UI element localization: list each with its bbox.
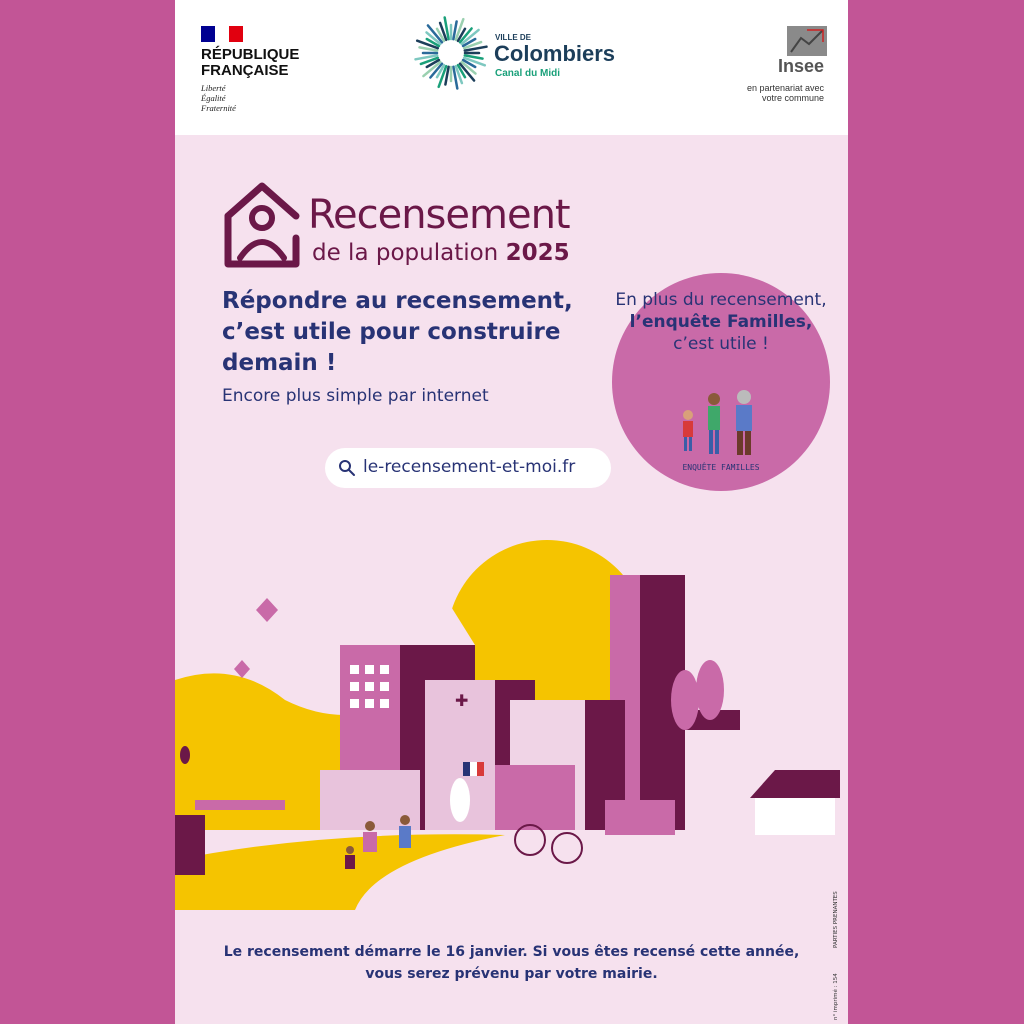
parties-note: PARTIES PRENANTES (833, 891, 839, 948)
headline: Répondre au recensement, c’est utile pour construire demain ! (222, 288, 573, 376)
hospital-cross-icon: ✚ (455, 691, 469, 710)
house-person-icon (222, 178, 302, 270)
title-recensement: Recensement (308, 192, 570, 238)
imprime-note: n° imprimé : 154 (833, 973, 839, 1020)
motto-fraternite: Fraternité (201, 103, 236, 113)
ville-name: Colombiers (494, 41, 616, 66)
motto-egalite: Égalité (201, 93, 226, 103)
footer-line1: Le recensement démarre le 16 janvier. Si vous êtes recensé cette année, (223, 944, 800, 960)
subheadline: Encore plus simple par internet (222, 386, 489, 406)
insee-partner-text: en partenariat avec votre commune (746, 83, 824, 103)
footer-line2: vous serez prévenu par votre mairie. (365, 966, 658, 982)
insee-graph-icon (787, 26, 827, 56)
enquete-familles-badge (612, 273, 830, 491)
ville-de-label: VILLE DE (495, 33, 532, 42)
building-windows (350, 665, 389, 708)
french-flag-small-icon (463, 762, 484, 776)
bicycle-wheel-front (552, 833, 582, 863)
title-year: 2025 (505, 240, 570, 266)
city-illustration (175, 530, 848, 910)
republique-label: RÉPUBLIQUE (201, 46, 300, 63)
ville-tagline: Canal du Midi (495, 68, 560, 79)
bus (175, 815, 205, 875)
website-search-bar[interactable] (325, 448, 611, 488)
website-url[interactable]: le-recensement-et-moi.fr (363, 457, 576, 477)
circle-line1: En plus du recensement, (615, 290, 827, 310)
family-illustration-icon (670, 385, 770, 461)
motto-liberte: Liberté (201, 83, 226, 93)
title-population: de la population (312, 240, 499, 266)
francaise-label: FRANÇAISE (201, 62, 289, 79)
circle-bold: l’enquête Familles, (629, 312, 813, 332)
poster (175, 0, 848, 1024)
building-low-center (495, 765, 575, 830)
print-notes (827, 880, 847, 1020)
bus-stop (195, 800, 285, 810)
yellow-road (175, 834, 505, 910)
colombiers-sunburst-icon (413, 15, 489, 91)
republique-francaise-logo (201, 26, 299, 113)
enquete-familles-label: ENQUÊTE FAMILLES (682, 463, 760, 472)
kites (234, 598, 278, 678)
french-flag-icon (201, 26, 243, 42)
insee-name: Insee (777, 56, 824, 76)
footer-message (175, 941, 848, 985)
header-bar (175, 0, 848, 135)
search-icon (338, 459, 356, 477)
circle-line3: c’est utile ! (673, 334, 769, 354)
colombiers-logo (413, 15, 623, 95)
